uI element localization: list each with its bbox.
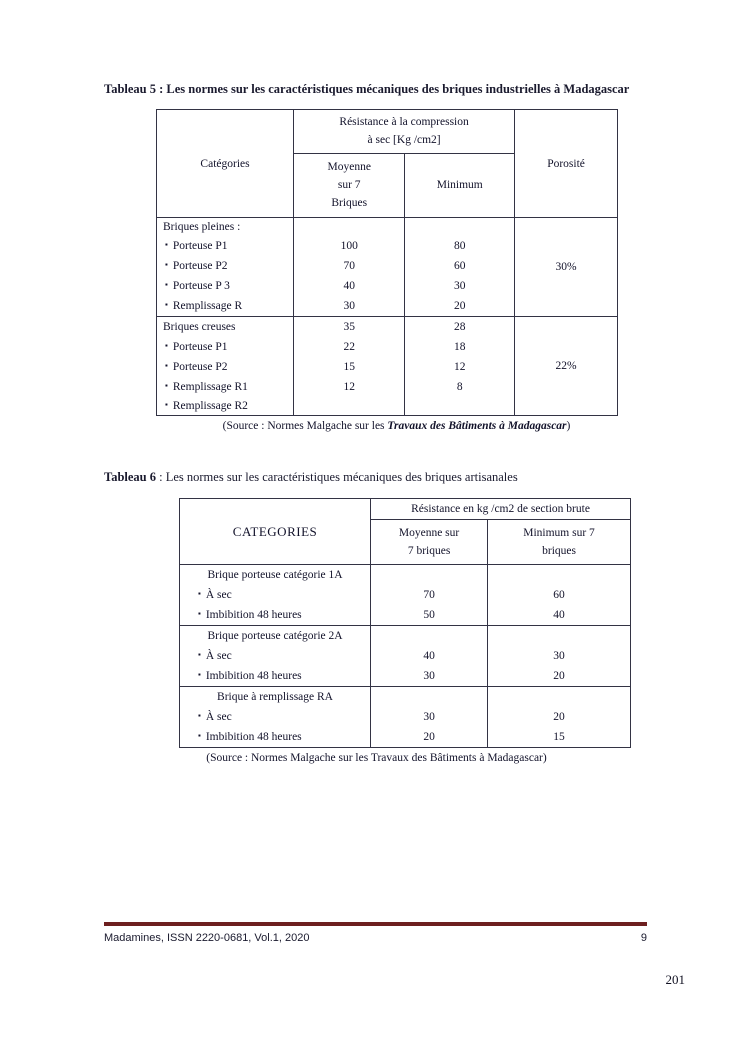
bullet-icon: ▪ — [198, 650, 201, 660]
table-row: ▪ À sec 70 60 — [180, 585, 631, 605]
table5-group1-porosity: 30% — [555, 261, 577, 274]
table6-caption-text: : Les normes sur les caractéristiques mécaniques des briques artisanales — [156, 470, 518, 485]
table5-header-row-1 — [157, 110, 618, 154]
footer-journal-info: Madamines, ISSN 2220-0681, Vol.1, 2020 — [104, 932, 310, 944]
table-row: ▪ Imbibition 48 heures 30 20 — [180, 666, 631, 687]
table6 — [179, 498, 631, 749]
bullet-icon: ▪ — [198, 711, 201, 721]
bullet-icon: ▪ — [198, 731, 201, 741]
table6-header-moyenne: Moyenne sur 7 briques — [371, 519, 488, 565]
table5-group2-title: Briques creuses — [163, 321, 236, 334]
bullet-icon: ▪ — [165, 361, 168, 371]
table-row: ▪ Porteuse P2 70 60 — [157, 256, 618, 276]
bullet-icon: ▪ — [198, 609, 201, 619]
table5-header-categories: Catégories — [200, 157, 250, 170]
table5-header-minimum: Minimum — [436, 178, 483, 191]
table5-caption-label: Tableau 5 — [104, 82, 156, 96]
table-row: Brique à remplissage RA — [180, 687, 631, 708]
table-row: ▪ Porteuse P1 100 80 — [157, 236, 618, 256]
bullet-icon: ▪ — [165, 381, 168, 391]
table-row: ▪ Porteuse P2 15 12 — [157, 357, 618, 377]
table-row: ▪ À sec 40 30 — [180, 646, 631, 666]
bullet-icon: ▪ — [165, 280, 168, 290]
table5-header-moyenne: Moyenne sur 7 Briques — [294, 153, 405, 217]
bullet-icon: ▪ — [198, 589, 201, 599]
table-row: ▪ Imbibition 48 heures 50 40 — [180, 605, 631, 626]
page-content — [104, 80, 649, 764]
table6-header-resistance: Résistance en kg /cm2 de section brute — [411, 502, 590, 515]
bullet-icon: ▪ — [198, 670, 201, 680]
bullet-icon: ▪ — [165, 300, 168, 310]
table5 — [156, 109, 618, 416]
table6-header-row-1 — [180, 498, 631, 519]
table5-caption-text: : Les normes sur les caractéristiques mécaniques des briques industrielles à Madagascar — [156, 82, 630, 96]
footer-page-number: 9 — [640, 932, 647, 944]
table-row: ▪ Remplissage R1 12 8 — [157, 377, 618, 397]
bullet-icon: ▪ — [165, 400, 168, 410]
table-row: Briques creuses 35 28 22% — [157, 317, 618, 338]
table-row — [157, 218, 618, 237]
bullet-icon: ▪ — [165, 341, 168, 351]
table5-header-resistance: Résistance à la compression à sec [Kg /cm2] — [294, 110, 515, 154]
table-row: ▪ Porteuse P1 22 18 — [157, 337, 618, 357]
table6-header-minimum: Minimum sur 7 briques — [488, 519, 631, 565]
page-footer — [104, 932, 647, 944]
table5-header-porosite: Porosité — [547, 157, 585, 170]
table-row: ▪ Imbibition 48 heures 20 15 — [180, 727, 631, 748]
table-row: ▪ Remplissage R2 — [157, 397, 618, 416]
table-row: Brique porteuse catégorie 1A — [180, 565, 631, 586]
outer-page-number: 201 — [665, 972, 685, 987]
table6-caption-label: Tableau 6 — [104, 470, 156, 485]
table-row: ▪ À sec 30 20 — [180, 707, 631, 727]
table5-group2-porosity: 22% — [555, 360, 577, 373]
table-row: Brique porteuse catégorie 2A — [180, 626, 631, 647]
table5-source: (Source : Normes Malgache sur les Travaux des Bâtiments à Madagascar) — [222, 420, 571, 433]
table-row: ▪ Porteuse P 3 40 30 — [157, 276, 618, 296]
table6-caption — [104, 468, 649, 487]
section-gap — [104, 432, 649, 468]
bullet-icon: ▪ — [165, 240, 168, 250]
table5-group1-title: Briques pleines : — [163, 221, 241, 234]
table6-source: (Source : Normes Malgache sur les Travaux des Bâtiments à Madagascar) — [206, 752, 547, 765]
table-row: ▪ Remplissage R 30 20 — [157, 296, 618, 317]
table6-header-categories: CATEGORIES — [232, 523, 318, 539]
bullet-icon: ▪ — [165, 260, 168, 270]
footer-rule — [104, 922, 647, 926]
table5-caption — [104, 80, 639, 99]
